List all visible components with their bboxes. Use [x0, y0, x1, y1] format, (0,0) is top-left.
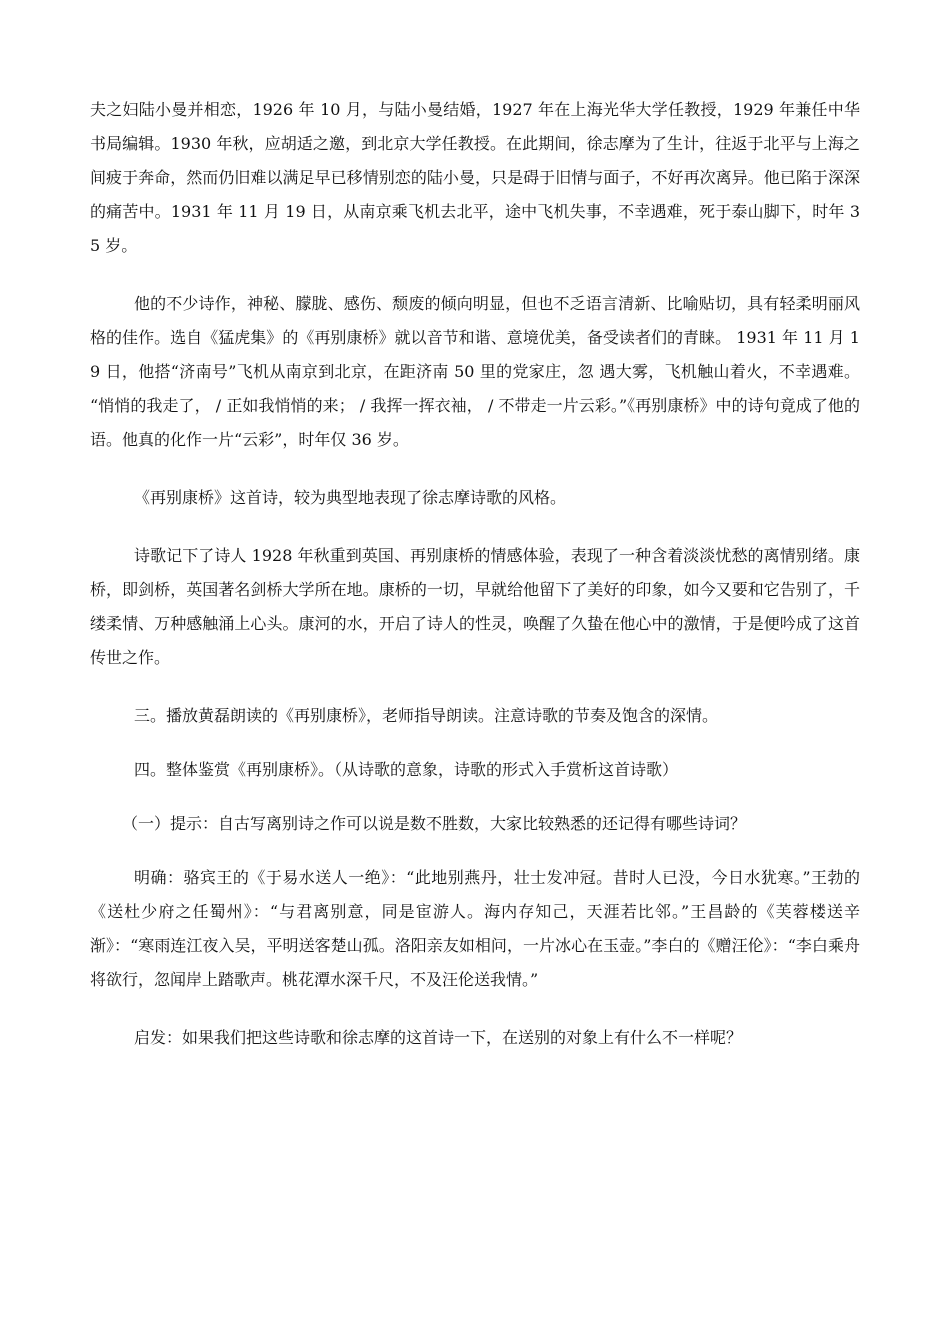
- paragraph-step-three: 三。播放黄磊朗读的《再别康桥》，老师指导朗读。注意诗歌的节奏及饱含的深情。: [134, 706, 719, 725]
- paragraph-step-four: 四。整体鉴赏《再别康桥》。（从诗歌的意象，诗歌的形式入手赏析这首诗歌）: [134, 760, 679, 779]
- document-body: [90, 93, 860, 1079]
- paragraph-typical-style: 《再别康桥》这首诗，较为典型地表现了徐志摩诗歌的风格。: [134, 488, 567, 507]
- paragraph-poem-background: 诗歌记下了诗人 1928 年秋重到英国、再别康桥的情感体验，表现了一种含着淡淡忧愁的离情别绪。康桥，即剑桥，英国著名剑桥大学所在地。康桥的一切，早就给他留下了美好的印象，如今又要和它告别了，千缕柔情、万种感触涌上心头。康河的水，开启了诗人的性灵，唤醒了久蛰在他心中的激情，于是便吟成了这首传世之作。: [90, 546, 860, 667]
- paragraph-hint-one: （一）提示：自古写离别诗之作可以说是数不胜数，大家比较熟悉的还记得有哪些诗词？: [122, 814, 747, 833]
- paragraph-poetry-style: 他的不少诗作，神秘、朦胧、感伤、颓废的倾向明显，但也不乏语言清新、比喻贴切，具有轻柔明丽风格的佳作。选自《猛虎集》的《再别康桥》就以音节和谐、意境优美，备受读者们的青睐。 1931 年 11 月 19 日，他搭“济南号”飞机从南京到北京，在距济南 50 里的党家庄，忽 遇大雾，飞机触山着火，不幸遇难。 “悄悄的我走了， / 正如我悄悄的来； / 我挥一挥衣袖， / 不带走一片云彩。”《再别康桥》中的诗句竟成了他的语。他真的化作一片“云彩”，时年仅 36 岁。: [90, 294, 860, 449]
- paragraph-inspiration: 启发：如果我们把这些诗歌和徐志摩的这首诗一下，在送别的对象上有什么不一样呢？: [134, 1028, 743, 1047]
- paragraph-biography-continued: 夫之妇陆小曼并相恋，1926 年 10 月，与陆小曼结婚，1927 年在上海光华大学任教授，1929 年兼任中华书局编辑。1930 年秋，应胡适之邀，到北京大学任教授。在此期间，徐志摩为了生计，往返于北平与上海之间疲于奔命，然而仍旧难以满足早已移情别恋的陆小曼，只是碍于旧情与面子，不好再次离异。他已陷于深深的痛苦中。1931 年 11 月 19 日，从南京乘飞机去北平，途中飞机失事，不幸遇难，死于泰山脚下，时年 35 岁。: [90, 100, 860, 255]
- paragraph-clarification: 明确：骆宾王的《于易水送人一绝》：“此地别燕丹，壮士发冲冠。昔时人已没，今日水犹寒。”王勃的《送杜少府之任蜀州》：“与君离别意，同是宦游人。海内存知己，天涯若比邻。”王昌龄的《芙蓉楼送辛渐》：“寒雨连江夜入吴，平明送客楚山孤。洛阳亲友如相问，一片冰心在玉壶。”李白的《赠汪伦》：“李白乘舟将欲行，忽闻岸上踏歌声。桃花潭水深千尺，不及汪伦送我情。”: [90, 868, 860, 989]
